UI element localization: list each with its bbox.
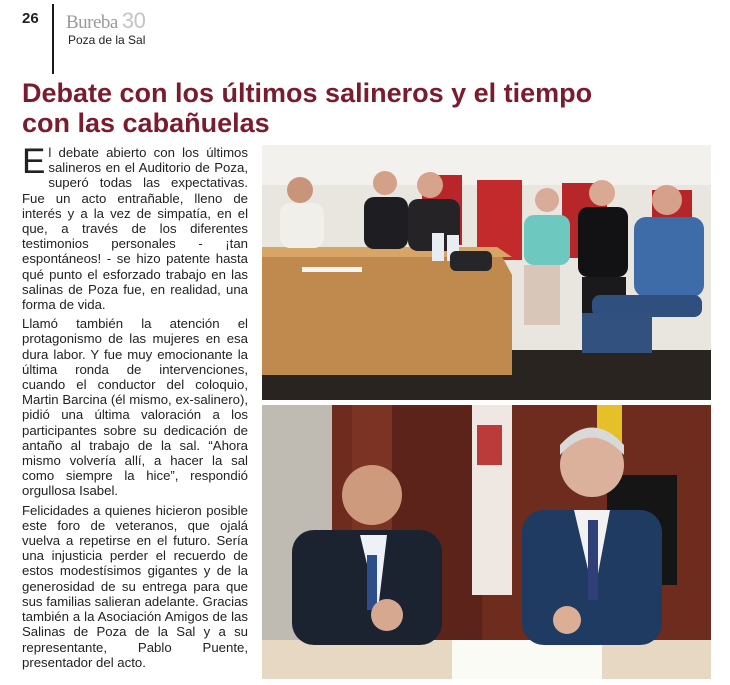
article-paragraph: Felicidades a quienes hicieron posible este foro de veteranos, que ojalá vuelva a repetirse en el futuro. Sería una injusticia perder el recuerdo de estos modestísimos gigantes y de la generosidad de su entrega para que sus familias salieran adelante. Gracias también a la Asociación Amigos de las Salinas de Poza de la Sal y a su representante, Pablo Puente, presentador del acto. [22,502,248,670]
article-title: Debate con los últimos salineros y el tiempo con las cabañuelas [22,78,593,138]
article-paragraph [22,142,248,313]
publication-logo [66,8,145,34]
article-paragraph: Llamó también la atención el protagonismo de las mujeres en esa dura labor. Y fue muy emocionante la última ronda de intervenciones, cuando el conductor del coloquio, Martin Barcina (él mismo, ex-salinero), pidió una última valoración a los participantes sobre su dedicación de antaño al trabajo de la sal. “Ahora mismo volvería allí, a hacer la sal como siempre la hice”, respondió orgullosa Isabel. [22,316,248,499]
header-divider [52,4,54,74]
debate-panel-illustration [262,145,711,400]
debate-panel-photo [262,145,711,400]
meeting-photo [262,405,711,679]
drop-cap: E [22,142,46,181]
page-number: 26 [22,10,39,27]
paragraph-text: l debate abierto con los últimos salineros en el Auditorio de Poza, superó todas las expectativas. Fue un acto entrañable, lleno de interés y a la vez de simpatía, en el que, a través de los diferentes testimonios personales - ¡tan espontáneos! - se hizo patente hasta qué punto el esforzado trabajo en las salinas de Poza fue, en realidad, una forma de vida. [22,145,248,313]
publication-number: 30 [121,8,146,33]
meeting-illustration [262,405,711,679]
publication-name: Bureba [66,12,118,33]
section-name: Poza de la Sal [68,33,146,47]
article-body [22,142,248,674]
